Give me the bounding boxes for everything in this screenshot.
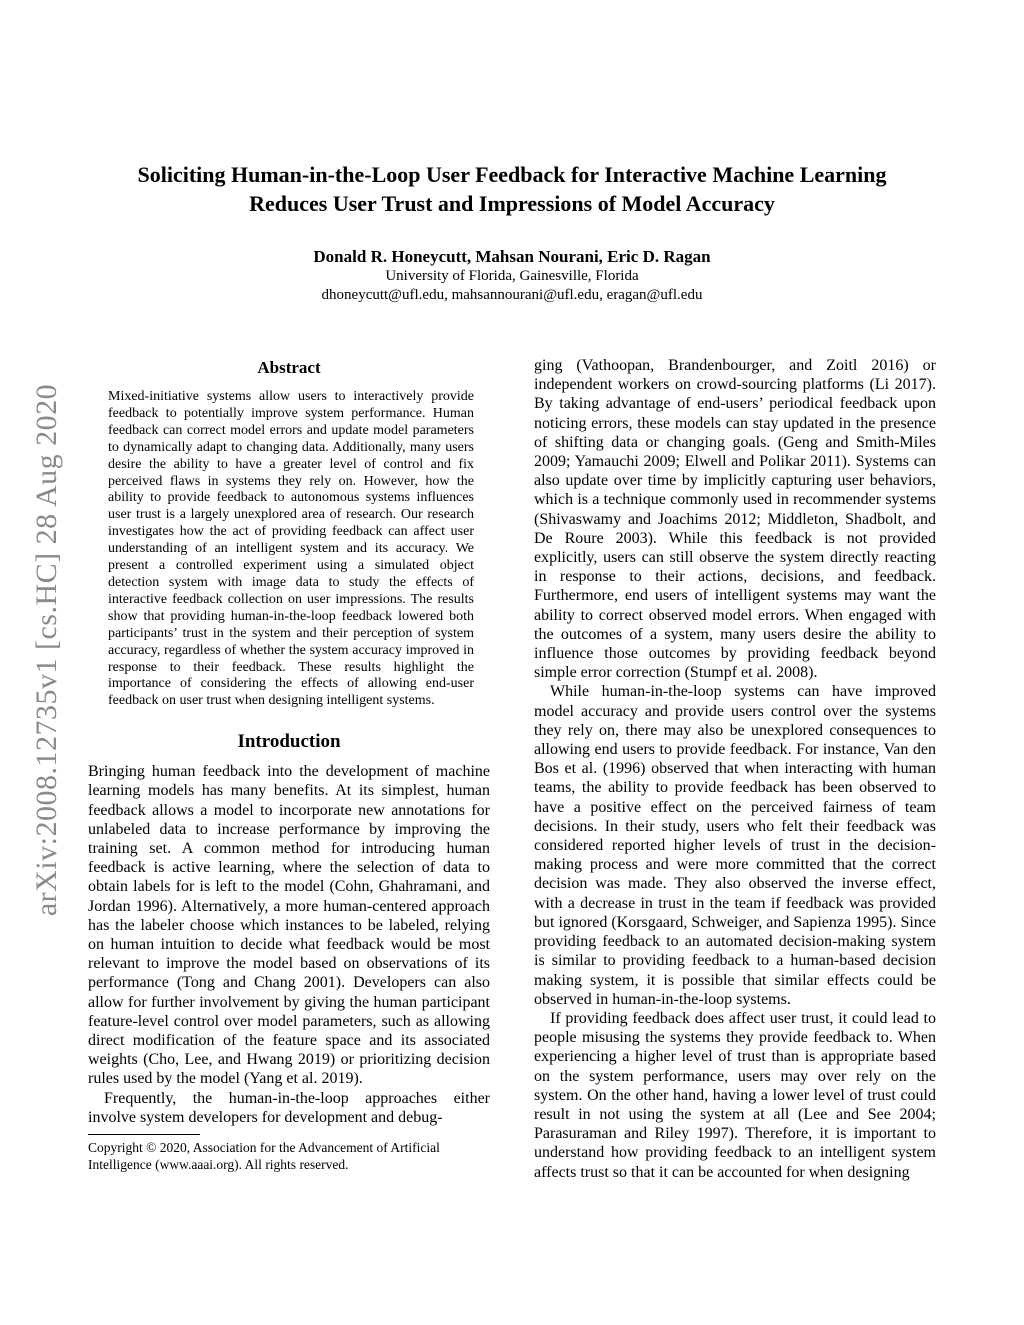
- author-emails: dhoneycutt@ufl.edu, mahsannourani@ufl.edu, eragan@ufl.edu: [321, 287, 703, 303]
- author-affiliation: University of Florida, Gainesville, Florida: [385, 268, 639, 284]
- introduction-section: [88, 731, 490, 1127]
- introduction-heading: Introduction: [237, 731, 341, 753]
- paper-title: [0, 160, 1024, 218]
- introduction-paragraph-2: Frequently, the human-in-the-loop approaches either involve system developers for development and debug-: [88, 1089, 490, 1126]
- paper-header: [0, 160, 1024, 305]
- abstract-heading: Abstract: [257, 358, 321, 377]
- footnote-divider: [88, 1134, 200, 1135]
- arxiv-watermark: arXiv:2008.12735v1 [cs.HC] 28 Aug 2020: [30, 383, 63, 917]
- right-column-paragraph-3: If providing feedback does affect user trust, it could lead to people misusing the systems they provide feedback to. When experiencing a higher level of trust than is appropriate based on the system performance, users may over rely on the system. On the other hand, having a lower level of trust could result in not using the system at all (Lee and See 2004; Parasuraman and Riley 1997). Therefore, it is important to understand how providing feedback to an intelligent system affects trust so that it can be accounted for when designing: [534, 1009, 936, 1181]
- abstract-section: [88, 358, 490, 710]
- author-names: Donald R. Honeycutt, Mahsan Nourani, Eric D. Ragan: [313, 247, 711, 266]
- title-line-2: Reduces User Trust and Impressions of Model Accuracy: [249, 191, 775, 216]
- right-column-paragraph-2: While human-in-the-loop systems can have improved model accuracy and provide users control over the systems they rely on, there may also be unexplored consequences to allowing end users to provide feedback. For instance, Van den Bos et al. (1996) observed that when interacting with human teams, the ability to provide feedback has been observed to have a positive effect on the perceived fairness of team decisions. In their study, users who felt their feedback was considered reported higher levels of trust in the decision-making process and were more committed that the correct decision was made. They also observed the inverse effect, with a decrease in trust in the team if feedback was provided but ignored (Korsgaard, Schweiger, and Sapienza 1995). Since providing feedback to an automated decision-making system is similar to providing feedback to a human-based decision making system, it is possible that similar effects could be observed in human-in-the-loop systems.: [534, 683, 936, 1008]
- abstract-text: Mixed-initiative systems allow users to interactively provide feedback to potentially improve system performance. Human feedback can correct model errors and update model parameters to dynamically adapt to changing data. Additionally, many users desire the ability to have a greater level of control and fix perceived flaws in systems they rely on. However, how the ability to provide feedback to autonomous systems influences user trust is a largely unexplored area of research. Our research investigates how the act of providing feedback can affect user understanding of an intelligent system and its accuracy. We present a controlled experiment using a simulated object detection system with image data to study the effects of interactive feedback collection on user impressions. The results show that providing human-in-the-loop feedback lowered both participants’ trust in the system and their perception of system accuracy, regardless of whether the system accuracy improved in response to their feedback. These results highlight the importance of considering the effects of allowing end-user feedback on user trust when designing intelligent systems.: [108, 389, 474, 709]
- introduction-paragraph-1: Bringing human feedback into the development of machine learning models has many benefits. At its simplest, human feedback allows a model to incorporate new annotations for unlabeled data to increase performance by improving the training set. A common method for introducing human feedback is active learning, where the selection of data to obtain labels for is left to the model (Cohn, Ghahramani, and Jordan 1996). Alternatively, a more human-centered approach has the labeler choose which instances to be labeled, relying on human intuition to decide what feedback would be most relevant to improve the model based on observations of its performance (Tong and Chang 2001). Developers can also allow for further involvement by giving the human participant feature-level control over model parameters, such as allowing direct modification of the feature space and its associated weights (Cho, Lee, and Hwang 2019) or prioritizing decision rules used by the model (Yang et al. 2019).: [88, 763, 490, 1088]
- copyright-text: Copyright © 2020, Association for the Advancement of Artificial Intelligence (www.aaai.org). All rights reserved.: [88, 1140, 440, 1172]
- left-column: [88, 358, 490, 1127]
- right-column: [534, 356, 936, 1182]
- right-column-paragraph-1: ging (Vathoopan, Brandenbourger, and Zoitl 2016) or independent workers on crowd-sourcing platforms (Li 2017). By taking advantage of end-users’ periodical feedback upon noticing errors, these models can stay updated in the presence of shifting data or changing goals. (Geng and Smith-Miles 2009; Yamauchi 2009; Elwell and Polikar 2011). Systems can also update over time by implicitly capturing user behaviors, which is a technique commonly used in recommender systems (Shivaswamy and Joachims 2012; Middleton, Shadbolt, and De Roure 2003). While this feedback is not provided explicitly, users can still observe the system directly reacting in response to their actions, decisions, and feedback. Furthermore, end users of intelligent systems may want the ability to correct observed model errors. When engaged with the outcomes of a system, many users desire the ability to influence those outcomes by providing feedback beyond simple error correction (Stumpf et al. 2008).: [534, 357, 936, 682]
- copyright-footnote: [88, 1134, 490, 1174]
- title-line-1: Soliciting Human-in-the-Loop User Feedback for Interactive Machine Learning: [137, 162, 887, 187]
